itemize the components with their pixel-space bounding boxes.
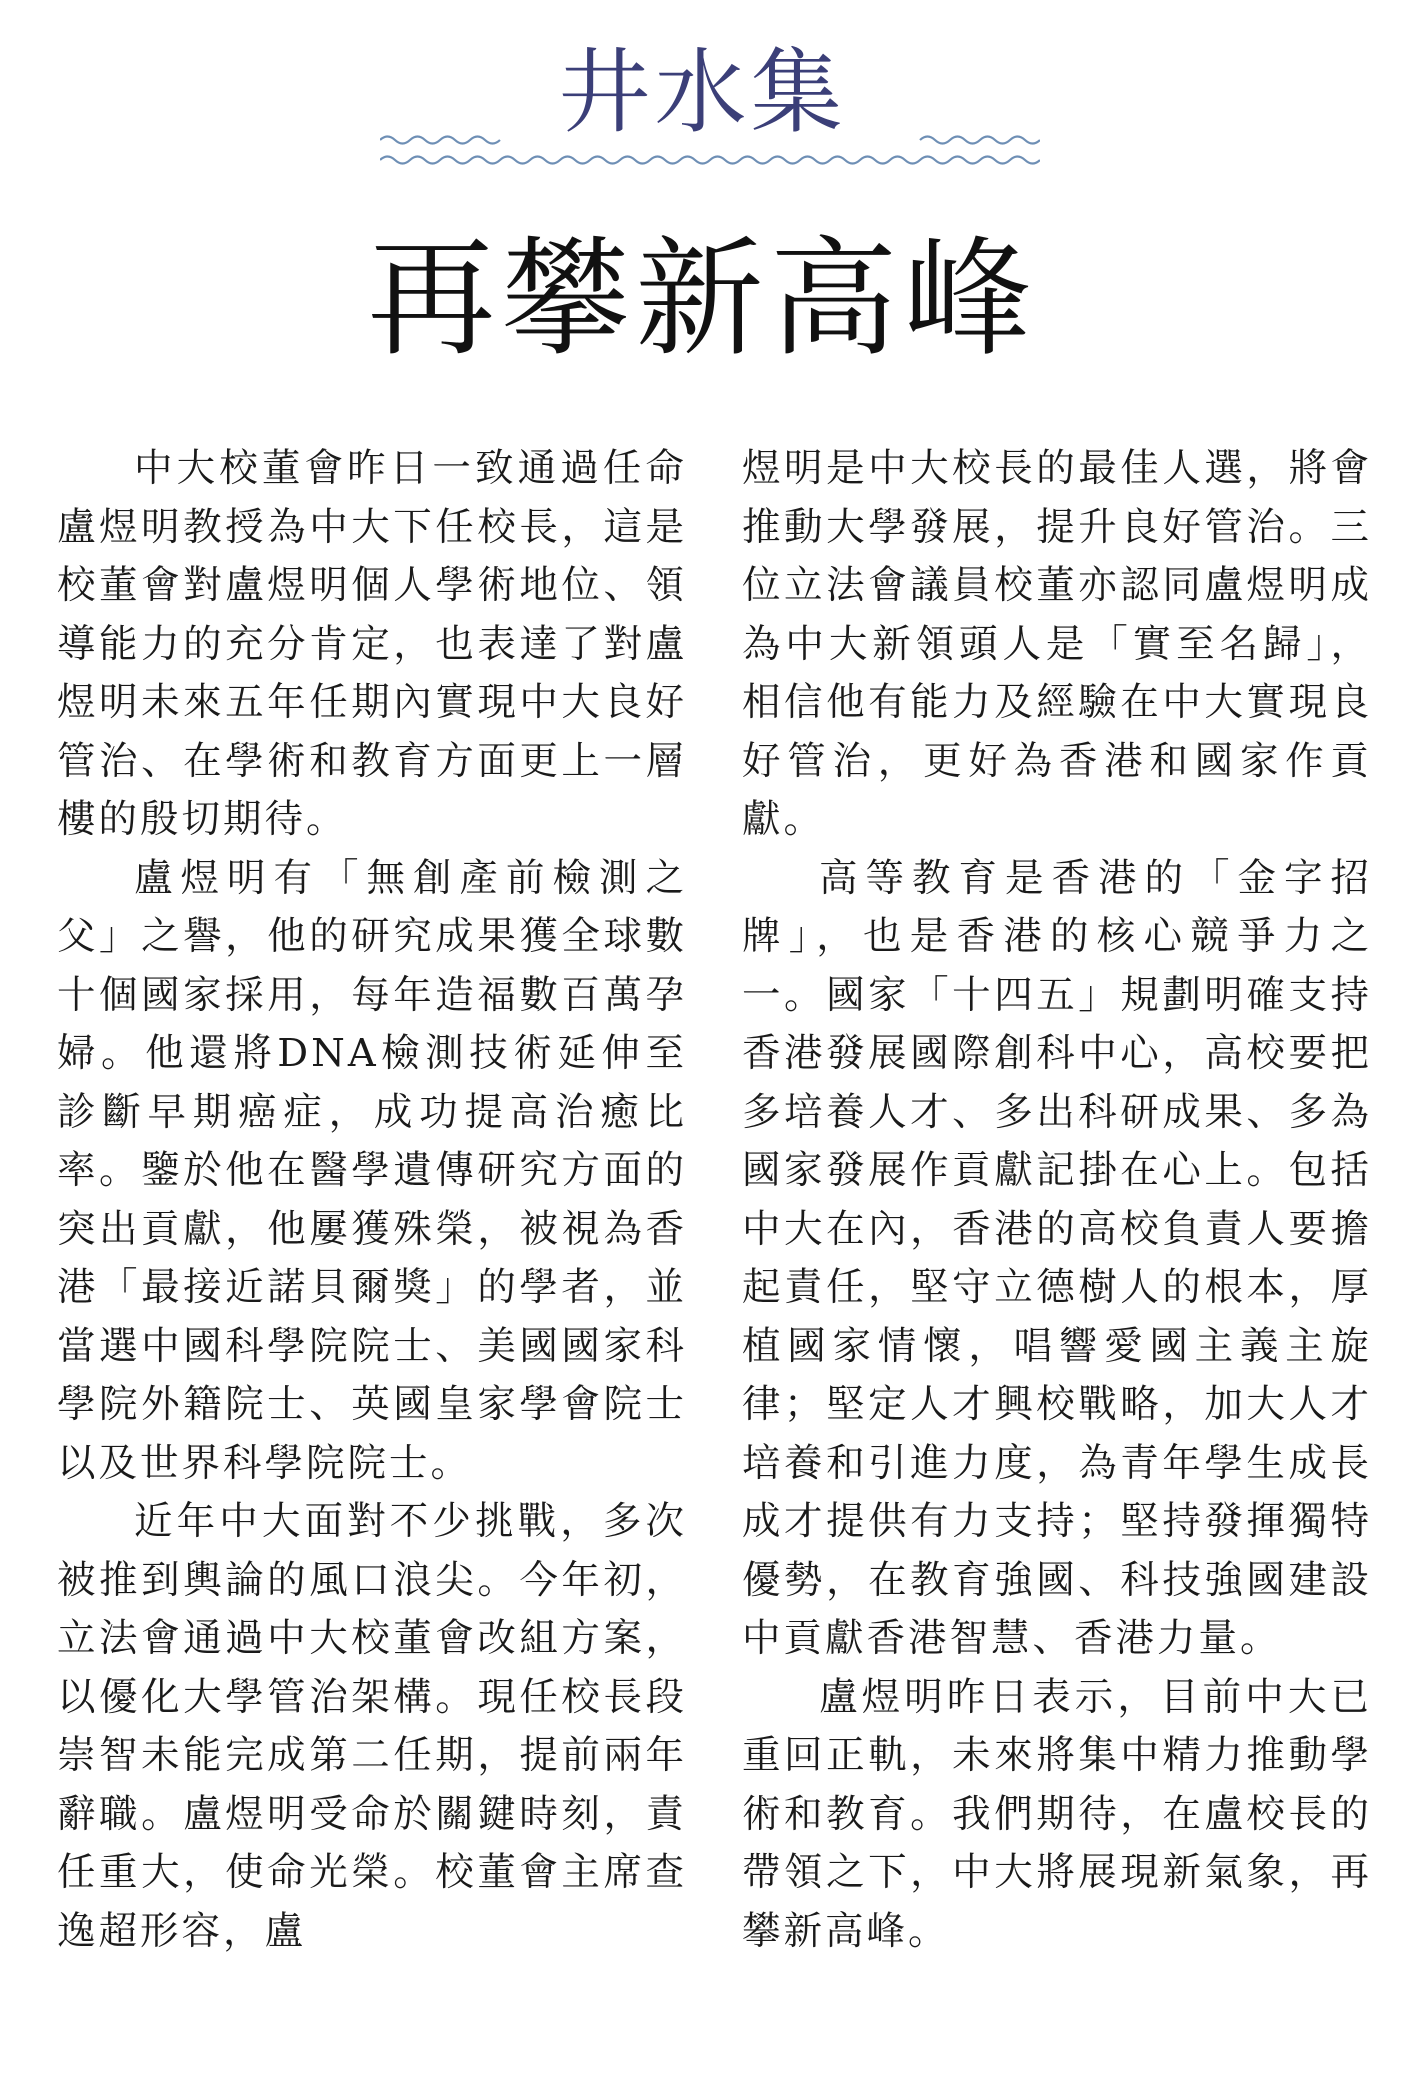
paragraph-left-1: 中大校董會昨日一致通過任命盧煜明教授為中大下任校長，這是校董會對盧煜明個人學術地位、領導能力的充分肯定，也表達了對盧煜明未來五年任期內實現中大良好管治、在學術和教育方面更上一層樓的殷切期待。	[57, 446, 687, 842]
paragraph-right-1: 煜明是中大校長的最佳人選，將會推動大學發展，提升良好管治。三位立法會議員校董亦認同盧煜明成為中大新領頭人是「實至名歸」，相信他有能力及經驗在中大實現良好管治，更好為香港和國家作貢獻。	[742, 446, 1372, 842]
article-column-left	[57, 440, 687, 1961]
wave-ornament	[380, 130, 1040, 180]
paragraph-left-3: 近年中大面對不少挑戰，多次被推到輿論的風口浪尖。今年初，立法會通過中大校董會改組方案，以優化大學管治架構。現任校長段崇智未能完成第二任期，提前兩年辭職。盧煜明受命於關鍵時刻，責任重大，使命光榮。校董會主席查逸超形容，盧	[57, 1499, 687, 1954]
wave-line-full-bottom	[380, 157, 1040, 164]
wave-line-right-top	[920, 137, 1040, 144]
paragraph-left-2: 盧煜明有「無創產前檢測之父」之譽，他的研究成果獲全球數十個國家採用，每年造福數百萬孕婦。他還將DNA檢測技術延伸至診斷早期癌症，成功提高治癒比率。鑒於他在醫學遺傳研究方面的突出貢獻，他屢獲殊榮，被視為香港「最接近諾貝爾獎」的學者，並當選中國科學院院士、美國國家科學院外籍院士、英國皇家學會院士以及世界科學院院士。	[57, 855, 687, 1486]
column-label: 井水集	[558, 39, 847, 146]
headline: 再攀新高峰	[367, 225, 1038, 374]
wave-line-left-top	[380, 137, 500, 144]
article-column-right	[742, 440, 1372, 1961]
paragraph-right-2: 高等教育是香港的「金字招牌」，也是香港的核心競爭力之一。國家「十四五」規劃明確支持香港發展國際創科中心，高校要把多培養人才、多出科研成果、多為國家發展作貢獻記掛在心上。包括中大在內，香港的高校負責人要擔起責任，堅守立德樹人的根本，厚植國家情懷，唱響愛國主義主旋律；堅定人才興校戰略，加大人才培養和引進力度，為青年學生成長成才提供有力支持；堅持發揮獨特優勢，在教育強國、科技強國建設中貢獻香港智慧、香港力量。	[742, 855, 1372, 1661]
paragraph-right-3: 盧煜明昨日表示，目前中大已重回正軌，未來將集中精力推動學術和教育。我們期待，在盧校長的帶領之下，中大將展現新氣象，再攀新高峰。	[742, 1674, 1372, 1954]
